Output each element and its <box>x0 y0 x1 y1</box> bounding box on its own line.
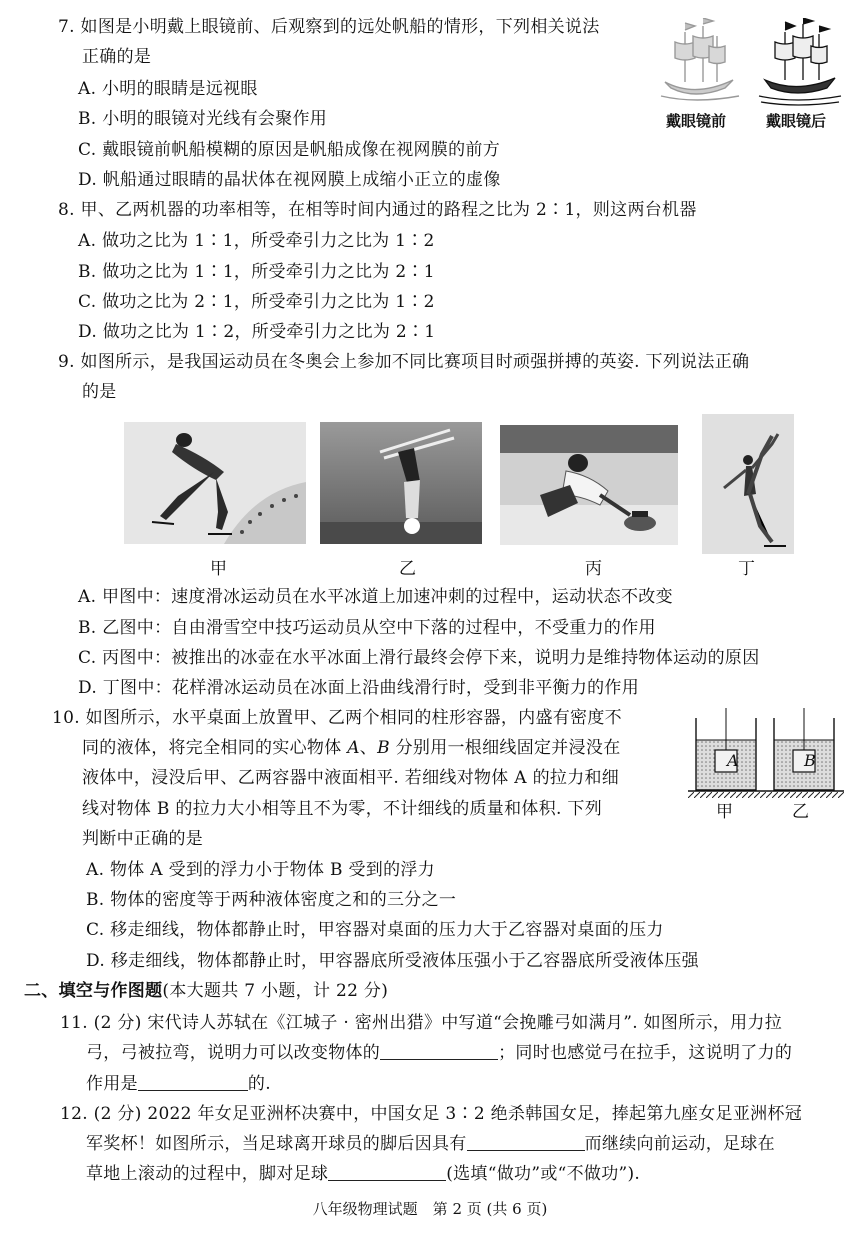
q10-stem-line1: 10. 如图所示，水平桌面上放置甲、乙两个相同的柱形容器，内盛有密度不 <box>52 708 622 728</box>
q8-option-c: C. 做功之比为 2∶1，所受牵引力之比为 1∶2 <box>78 292 435 312</box>
q12-blank-2[interactable] <box>328 1164 446 1181</box>
q10-object-b-letter: B <box>377 738 390 758</box>
q10-option-d: D. 移走细线，物体都静止时，甲容器底所受液体压强小于乙容器底所受液体压强 <box>86 951 699 971</box>
section2-note: (本大题共 7 小题，计 22 分) <box>162 981 389 1001</box>
q12-line2-part1: 军奖杯！如图所示，当足球离开球员的脚后因具有 <box>86 1134 467 1154</box>
q7-option-a: A. 小明的眼睛是远视眼 <box>78 79 258 99</box>
section2-heading <box>24 980 388 1002</box>
q8-option-b: B. 做功之比为 1∶1，所受牵引力之比为 2∶1 <box>78 262 435 282</box>
q10-containers-figure <box>688 708 846 804</box>
q10-stem-line3: 液体中，浸没后甲、乙两容器中液面相平. 若细线对物体 A 的拉力和细 <box>82 768 620 788</box>
q9-photo-aerial-skier <box>320 422 482 544</box>
q10-figure-label-jia: 甲 <box>716 802 733 822</box>
q7-stem-line1: 7. 如图是小明戴上眼镜前、后观察到的远处帆船的情形，下列相关说法 <box>58 17 600 37</box>
q10-stem-line2-sep: 、 <box>359 738 378 758</box>
q9-label-yi: 乙 <box>399 559 416 579</box>
q12-line3-part2: (选填“做功”或“不做功”). <box>446 1164 641 1184</box>
q11-blank-1[interactable] <box>380 1043 498 1060</box>
q7-sailboat-figure <box>655 18 845 110</box>
q12-line3-part1: 草地上滚动的过程中，脚对足球 <box>86 1164 329 1184</box>
q11-line3 <box>86 1073 271 1095</box>
q7-option-c: C. 戴眼镜前帆船模糊的原因是帆船成像在视网膜的前方 <box>78 140 501 160</box>
q11-blank-2[interactable] <box>138 1074 248 1091</box>
q12-blank-1[interactable] <box>467 1134 585 1151</box>
q12-line2 <box>86 1133 775 1155</box>
q7-caption-before: 戴眼镜前 <box>666 112 727 130</box>
q9-photo-speed-skater <box>124 422 306 544</box>
q10-stem-line2-part2: 分别用一根细线固定并浸没在 <box>389 738 621 758</box>
q9-label-ding: 丁 <box>738 559 755 579</box>
blurry-sailboat <box>661 18 739 100</box>
section2-title: 二、填空与作图题 <box>24 981 163 1001</box>
q10-option-a: A. 物体 A 受到的浮力小于物体 B 受到的浮力 <box>86 860 435 880</box>
container-jia <box>696 708 756 790</box>
q11-line2 <box>86 1042 792 1064</box>
q11-line2-part1: 弓，弓被拉弯，说明力可以改变物体的 <box>86 1043 381 1063</box>
q8-option-a: A. 做功之比为 1∶1，所受牵引力之比为 1∶2 <box>78 231 435 251</box>
q10-figure-label-yi: 乙 <box>792 802 809 822</box>
q9-option-a: A. 甲图中：速度滑冰运动员在水平冰道上加速冲刺的过程中，运动状态不改变 <box>78 587 673 607</box>
q8-stem: 8. 甲、乙两机器的功率相等，在相等时间内通过的路程之比为 2∶1，则这两台机器 <box>58 200 697 220</box>
q9-label-bing: 丙 <box>585 559 602 579</box>
q10-figure-box-a: A <box>727 751 739 770</box>
q10-object-a-letter: A <box>347 738 360 758</box>
q9-photo-figure-skater <box>702 414 794 554</box>
q12-line1: 12. (2 分) 2022 年女足亚洲杯决赛中，中国女足 3∶2 绝杀韩国女足，捧起第九座女足亚洲杯冠 <box>60 1104 803 1124</box>
q9-photo-curling <box>500 425 678 545</box>
q12-line2-part2: 而继续向前运动，足球在 <box>584 1134 775 1154</box>
q10-stem-line5: 判断中正确的是 <box>82 829 204 849</box>
q11-line3-part2: 的. <box>247 1074 271 1094</box>
sharp-sailboat <box>759 18 841 105</box>
q9-option-b: B. 乙图中：自由滑雪空中技巧运动员从空中下落的过程中，不受重力的作用 <box>78 618 656 638</box>
q7-option-b: B. 小明的眼镜对光线有会聚作用 <box>78 109 328 129</box>
q7-option-d: D. 帆船通过眼睛的晶状体在视网膜上成缩小正立的虚像 <box>78 170 501 190</box>
q10-stem-line4: 线对物体 B 的拉力大小相等且不为零，不计细线的质量和体积. 下列 <box>82 799 603 819</box>
q9-option-c: C. 丙图中：被推出的冰壶在水平冰面上滑行最终会停下来，说明力是维持物体运动的原因 <box>78 648 760 668</box>
container-yi <box>774 708 834 790</box>
q10-figure-box-b: B <box>804 751 816 770</box>
q10-stem-line2-part1: 同的液体，将完全相同的实心物体 <box>82 738 348 758</box>
q11-line1: 11. (2 分) 宋代诗人苏轼在《江城子 · 密州出猎》中写道“会挽雕弓如满月”. 如图所示，用力拉 <box>60 1013 783 1033</box>
q12-line3 <box>86 1163 640 1185</box>
q10-stem-line2 <box>82 737 621 759</box>
q9-stem-line2: 的是 <box>82 382 117 402</box>
page-footer: 八年级物理试题 第 2 页 (共 6 页) <box>312 1200 548 1218</box>
q8-option-d: D. 做功之比为 1∶2，所受牵引力之比为 2∶1 <box>78 322 436 342</box>
q9-stem-line1: 9. 如图所示，是我国运动员在冬奥会上参加不同比赛项目时顽强拼搏的英姿. 下列说法正确 <box>58 352 750 372</box>
q10-option-c: C. 移走细线，物体都静止时，甲容器对桌面的压力大于乙容器对桌面的压力 <box>86 920 664 940</box>
q7-caption-after: 戴眼镜后 <box>766 112 827 130</box>
q9-label-jia: 甲 <box>210 559 227 579</box>
q11-line3-part1: 作用是 <box>86 1074 138 1094</box>
q11-line2-part2: ；同时也感觉弓在拉手，这说明了力的 <box>498 1043 793 1063</box>
q10-option-b: B. 物体的密度等于两种液体密度之和的三分之一 <box>86 890 457 910</box>
q9-option-d: D. 丁图中：花样滑冰运动员在冰面上沿曲线滑行时，受到非平衡力的作用 <box>78 678 640 698</box>
q7-stem-line2: 正确的是 <box>82 47 152 67</box>
